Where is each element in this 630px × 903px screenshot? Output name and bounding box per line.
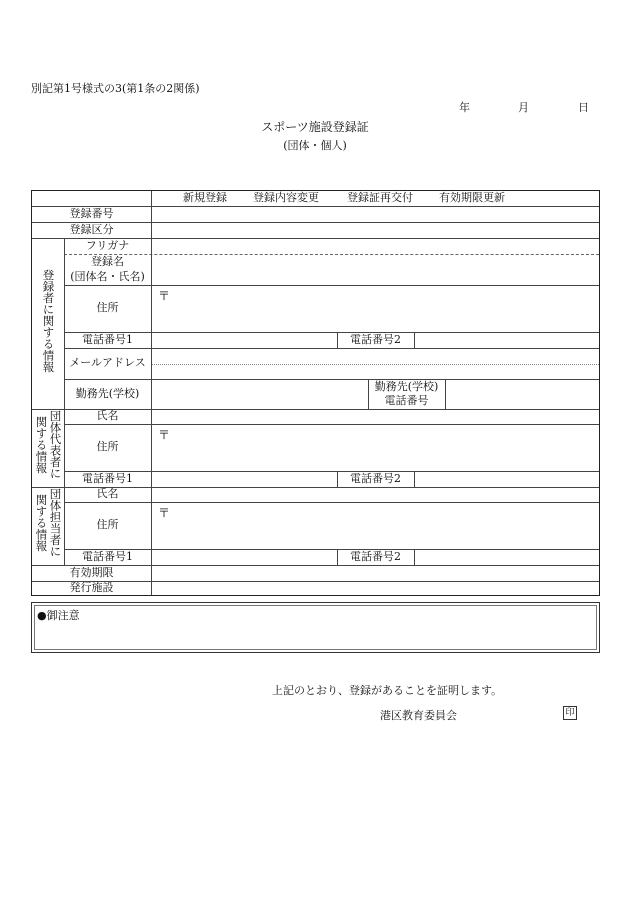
registration-form (31, 190, 600, 596)
type-new-registration: 新規登録 (183, 191, 227, 205)
representative-name-label: 氏名 (96, 409, 119, 423)
issuer-name: 港区教育委員会 (380, 709, 457, 722)
contact-phone2-label: 電話番号2 (350, 549, 401, 563)
representative-section-label-1: 関する情報 (34, 416, 49, 474)
registered-name-label: 登録名 (91, 255, 124, 269)
contact-section-label-1: 関する情報 (34, 494, 49, 552)
representative-postal-mark: 〒 (158, 428, 171, 442)
notes-label: ●御注意 (37, 609, 80, 622)
type-renewal: 有効期限更新 (439, 191, 505, 205)
form-reference: 別記第1号様式の3(第1条の2関係) (31, 82, 200, 95)
registrant-phone2-label: 電話番号2 (350, 332, 401, 346)
type-content-change: 登録内容変更 (253, 191, 319, 205)
representative-phone1-label: 電話番号1 (82, 471, 133, 485)
document-title: スポーツ施設登録証 (261, 120, 369, 134)
registrant-address-label: 住所 (96, 301, 119, 315)
furigana-label: フリガナ (85, 238, 130, 252)
registration-category-label: 登録区分 (69, 222, 114, 236)
date-day-label: 日 (578, 101, 589, 114)
workplace-label: 勤務先(学校) (75, 386, 140, 400)
representative-address-label: 住所 (96, 440, 119, 454)
date-month-label: 月 (518, 101, 529, 114)
registrant-section-label: 登録者に関する情報 (41, 269, 56, 373)
document-subtitle: (団体・個人) (283, 139, 347, 152)
workplace-phone-sublabel: 電話番号 (384, 393, 429, 407)
contact-address-label: 住所 (96, 518, 119, 532)
certification-statement: 上記のとおり、登録があることを証明します。 (272, 684, 503, 697)
registered-name-sublabel: (団体名・氏名) (70, 270, 145, 284)
registration-number-label: 登録番号 (69, 206, 114, 220)
registrant-postal-mark: 〒 (158, 289, 171, 303)
email-label: メールアドレス (69, 356, 146, 370)
notes-box (31, 602, 600, 653)
date-year-label: 年 (459, 101, 470, 114)
contact-postal-mark: 〒 (158, 506, 171, 520)
issuing-facility-label: 発行施設 (69, 580, 114, 594)
contact-name-label: 氏名 (96, 487, 119, 501)
workplace-phone-label: 勤務先(学校) (374, 379, 439, 393)
seal-mark: 印 (563, 706, 577, 720)
representative-phone2-label: 電話番号2 (350, 471, 401, 485)
contact-phone1-label: 電話番号1 (82, 549, 133, 563)
contact-section-label-2: 団体担当者に (48, 488, 63, 557)
registrant-phone1-label: 電話番号1 (82, 332, 133, 346)
type-reissue: 登録証再交付 (347, 191, 413, 205)
expiry-label: 有効期限 (69, 565, 114, 579)
representative-section-label-2: 団体代表者に (48, 410, 63, 479)
